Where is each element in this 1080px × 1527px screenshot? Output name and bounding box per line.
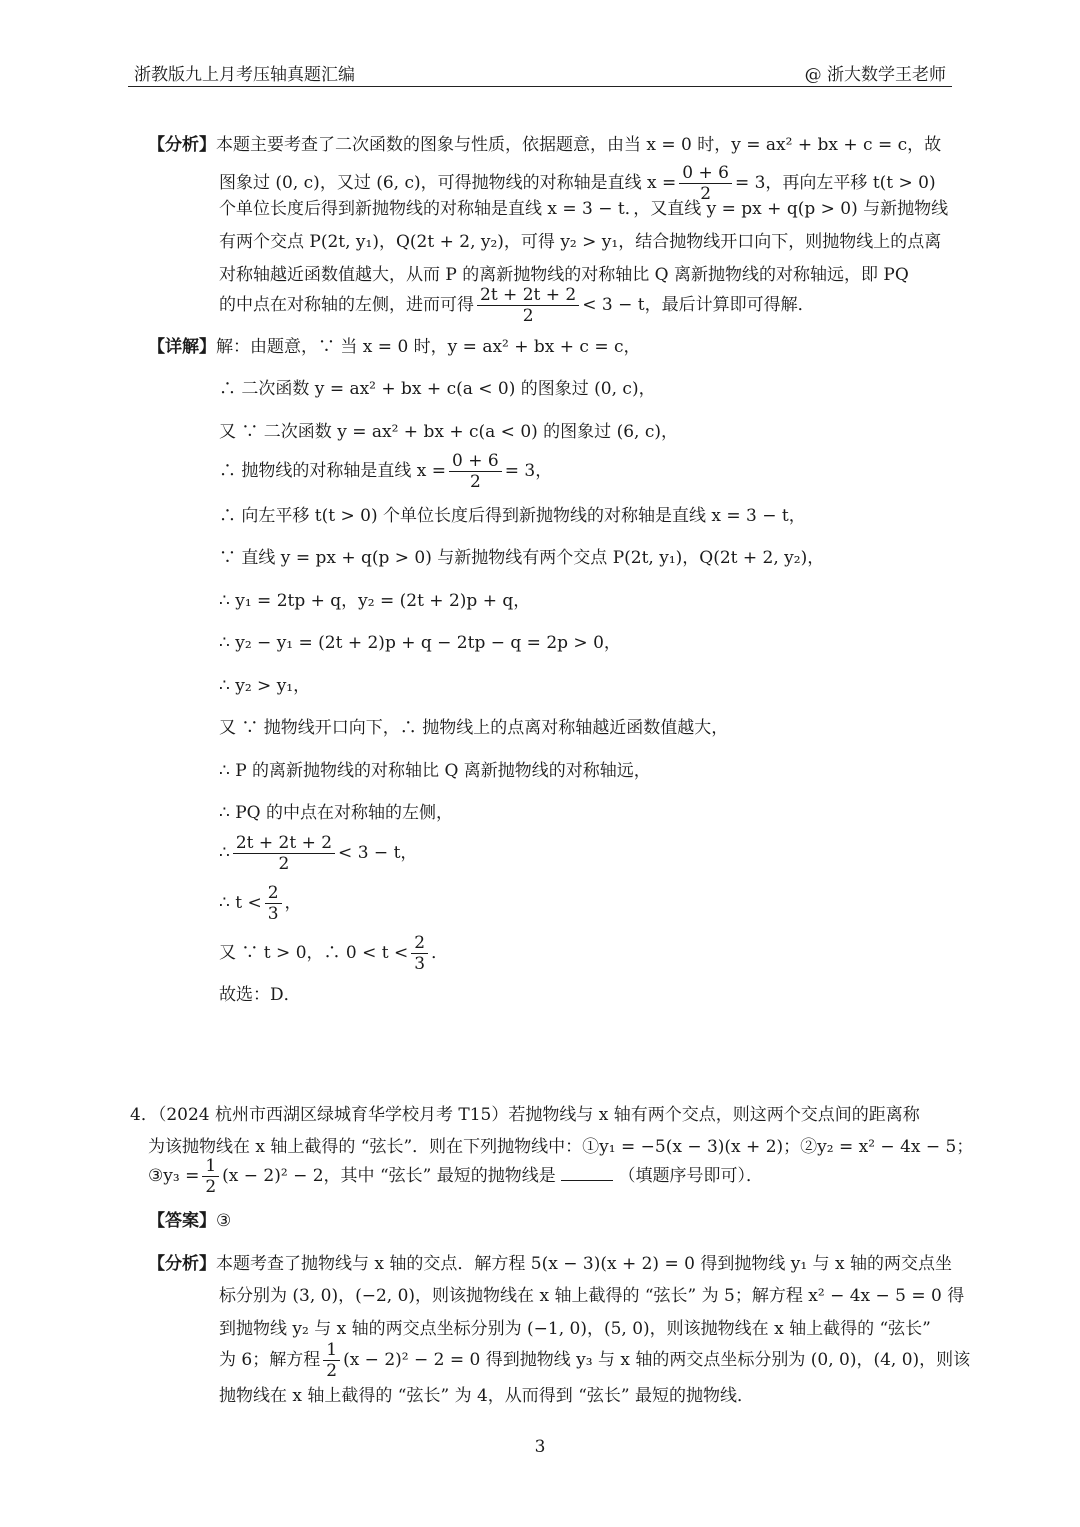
detail-line-2: ∴ 二次函数 y = ax² + bx + c(a < 0) 的图象过 (0, c)，	[219, 379, 656, 399]
fraction: $\frac{0 + 6}{2}$	[449, 451, 502, 492]
detail-label: 【详解】	[148, 337, 216, 357]
fraction: $\frac{1}{2}$	[202, 1156, 219, 1197]
detail-line-15: 又 ∵ t > 0，∴ 0 < t < $\frac{2}{3}$ ．	[219, 933, 449, 974]
fraction: $\frac{2}{3}$	[265, 883, 282, 924]
answer-line	[148, 1208, 231, 1234]
detail-line-3: 又 ∵ 二次函数 y = ax² + bx + c(a < 0) 的图象过 (6, c)，	[219, 422, 678, 442]
q4-analysis-line-2: 标分别为 (3, 0)，(−2, 0)，则该抛物线在 x 轴上截得的 “弦长” 为 5；解方程 x² − 4x − 5 = 0 得	[219, 1286, 965, 1306]
fraction: $\frac{0 + 6}{2}$	[679, 163, 732, 204]
header-title: 浙教版九上月考压轴真题汇编	[134, 65, 355, 85]
q4-analysis-line-5: 抛物线在 x 轴上截得的 “弦长” 为 4，从而得到 “弦长” 最短的抛物线．	[219, 1386, 754, 1406]
detail-line-12: ∴ PQ 的中点在对称轴的左侧，	[219, 803, 453, 823]
question-4-line-3: ③y₃ = $\frac{1}{2}$ (x − 2)² − 2，其中 “弦长” 最短的抛物线是 （填题序号即可）．	[148, 1156, 764, 1197]
analysis-label: 【分析】	[148, 135, 216, 155]
detail-line-11: ∴ P 的离新抛物线的对称轴比 Q 离新抛物线的对称轴远，	[219, 761, 651, 781]
analysis-line-2: 图象过 (0, c)，又过 (6, c)，可得抛物线的对称轴是直线 x = $\frac{0 + 6}{2}$ = 3，再向左平移 t(t > 0)	[219, 163, 936, 204]
answer-label: 【答案】	[148, 1211, 216, 1231]
q4-analysis-line-1: 【分析】本题考查了抛物线与 x 轴的交点．解方程 5(x − 3)(x + 2) = 0 得到抛物线 y₁ 与 x 轴的两交点坐	[148, 1254, 952, 1274]
fraction: $\frac{2t + 2t + 2}{2}$	[233, 833, 335, 874]
detail-line-1: 【详解】解：由题意，∵ 当 x = 0 时，y = ax² + bx + c = c，	[148, 337, 641, 357]
fraction: $\frac{2}{3}$	[411, 933, 428, 974]
analysis-line-6: 的中点在对称轴的左侧，进而可得 $\frac{2t + 2t + 2}{2}$ < 3 − t，最后计算即可得解．	[219, 285, 815, 326]
detail-line-9: ∴ y₂ > y₁，	[219, 676, 311, 696]
detail-line-8: ∴ y₂ − y₁ = (2t + 2)p + q − 2tp − q = 2p > 0，	[219, 633, 621, 653]
question-4-line-2: 为该抛物线在 x 轴上截得的 “弦长”．则在下列抛物线中：①y₁ = −5(x − 3)(x + 2)；②y₂ = x² − 4x − 5；	[148, 1137, 974, 1157]
fraction: $\frac{1}{2}$	[323, 1340, 340, 1381]
q4-analysis-line-4: 为 6；解方程 $\frac{1}{2}$ (x − 2)² − 2 = 0 得到抛物线 y₃ 与 x 轴的两交点坐标分别为 (0, 0)，(4, 0)，则该	[219, 1340, 971, 1381]
detail-line-14: ∴ t < $\frac{2}{3}$ ，	[219, 883, 302, 924]
answer-blank	[561, 1164, 613, 1181]
analysis-label: 【分析】	[148, 1254, 216, 1274]
header-author: @ 浙大数学王老师	[804, 65, 946, 85]
analysis-line-1: 【分析】本题主要考查了二次函数的图象与性质，依据题意，由当 x = 0 时，y = ax² + bx + c = c，故	[148, 135, 942, 155]
detail-line-16: 故选：D．	[219, 985, 301, 1005]
answer-value: ③	[216, 1211, 232, 1231]
detail-line-7: ∴ y₁ = 2tp + q，y₂ = (2t + 2)p + q，	[219, 591, 531, 611]
q4-analysis-line-3: 到抛物线 y₂ 与 x 轴的两交点坐标分别为 (−1, 0)，(5, 0)，则该抛物线在 x 轴上截得的 “弦长”	[219, 1319, 931, 1339]
page-header	[128, 58, 952, 87]
detail-line-13: ∴ $\frac{2t + 2t + 2}{2}$ < 3 − t，	[219, 833, 418, 874]
detail-line-10: 又 ∵ 抛物线开口向下，∴ 抛物线上的点离对称轴越近函数值越大，	[219, 718, 729, 738]
detail-line-6: ∵ 直线 y = px + q(p > 0) 与新抛物线有两个交点 P(2t, y₁)，Q(2t + 2, y₂)，	[219, 548, 825, 568]
detail-line-5: ∴ 向左平移 t(t > 0) 个单位长度后得到新抛物线的对称轴是直线 x = 3 − t，	[219, 506, 806, 526]
analysis-line-5: 对称轴越近函数值越大，从而 P 的离新抛物线的对称轴比 Q 离新抛物线的对称轴远，即 PQ	[219, 265, 909, 285]
page-number: 3	[534, 1437, 546, 1457]
detail-line-4: ∴ 抛物线的对称轴是直线 x = $\frac{0 + 6}{2}$ = 3，	[219, 451, 553, 492]
analysis-line-4: 有两个交点 P(2t, y₁)，Q(2t + 2, y₂)，可得 y₂ > y₁，结合抛物线开口向下，则抛物线上的点离	[219, 232, 942, 252]
analysis-line-3: 个单位长度后得到新抛物线的对称轴是直线 x = 3 − t．，又直线 y = px + q(p > 0) 与新抛物线	[219, 199, 949, 219]
question-4-line-1: 4．（2024 杭州市西湖区绿城育华学校月考 T15）若抛物线与 x 轴有两个交点，则这两个交点间的距离称	[130, 1105, 920, 1125]
fraction: $\frac{2t + 2t + 2}{2}$	[477, 285, 579, 326]
